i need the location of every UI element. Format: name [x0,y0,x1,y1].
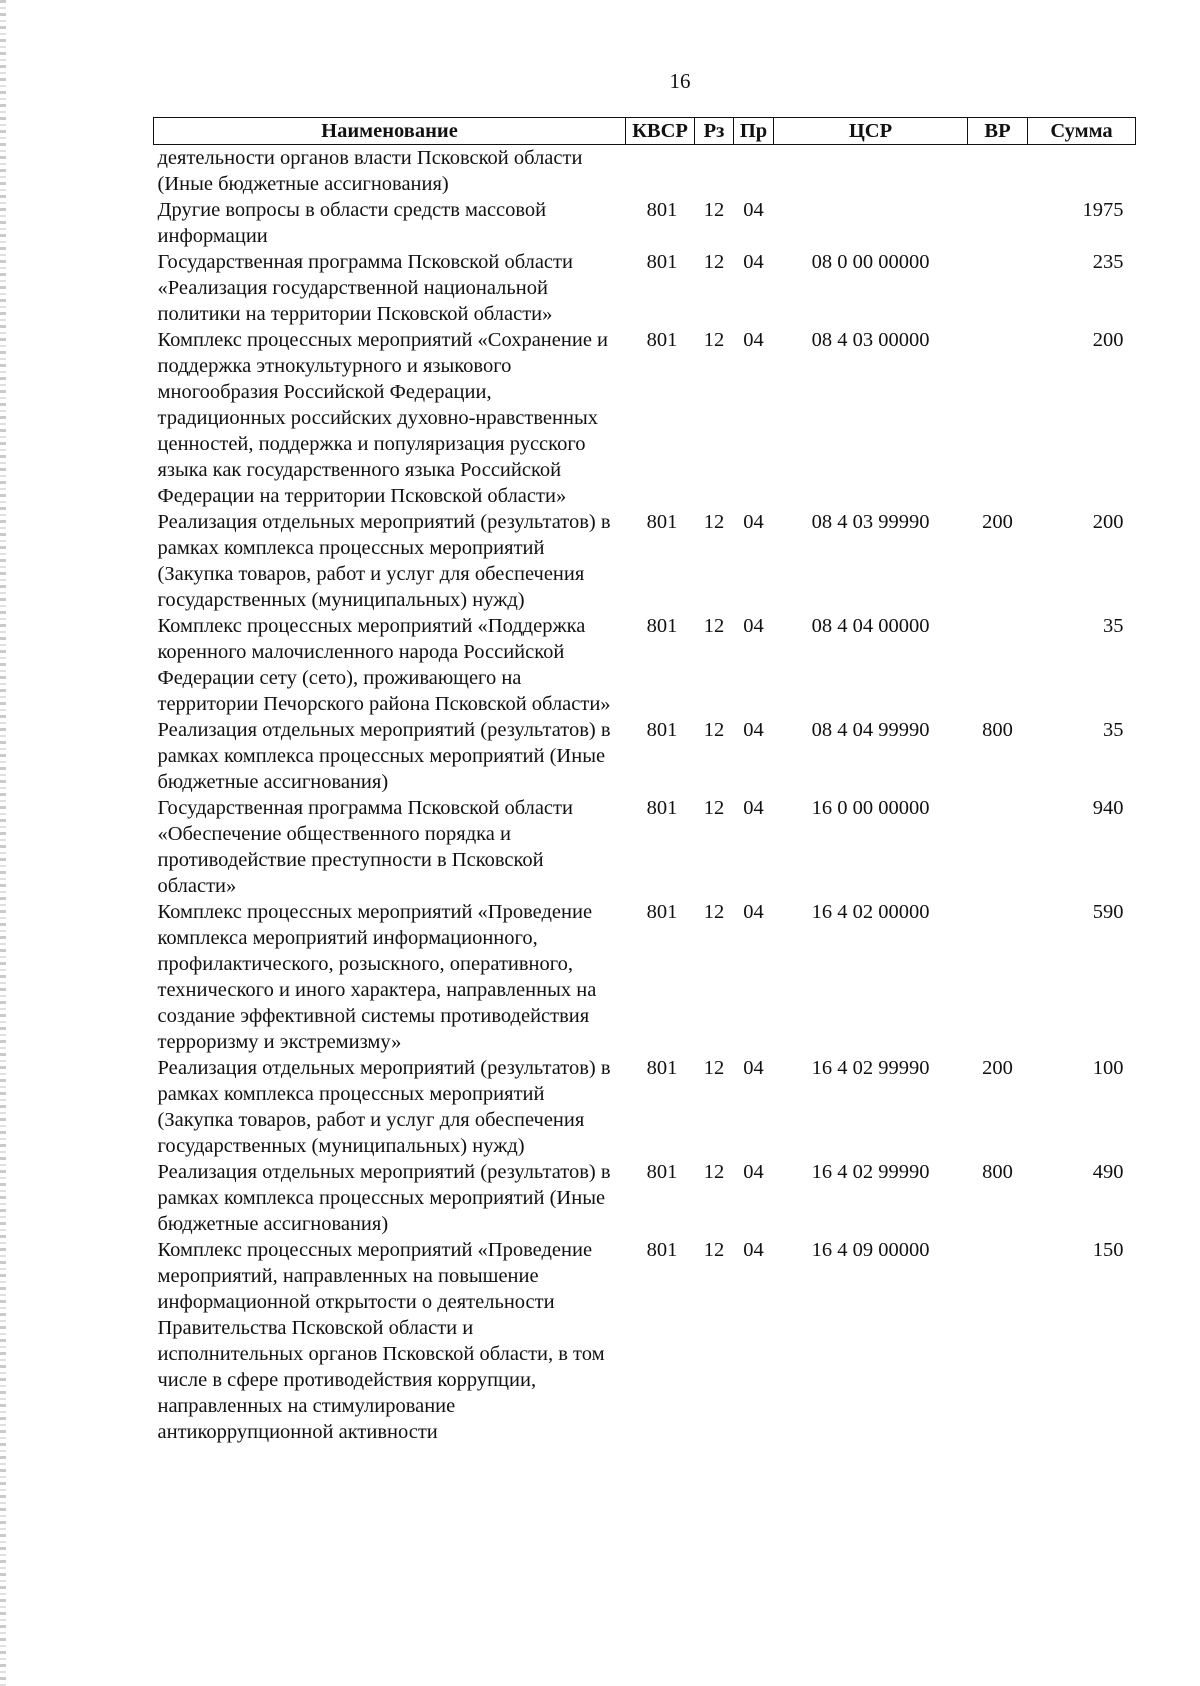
row-sum: 200 [1092,329,1124,351]
header-rz: Рз [695,118,734,145]
table-row [154,197,1136,249]
row-name: Комплекс процессных мероприятий «Проведение мероприятий, направленных на повышение информационной открытости о деятельности Правительства Псковской области и исполнительных органов Псковской области, в том числе в сфере противодействия коррупции, направленных на стимулирование антикоррупционной активности [157,1239,605,1443]
row-rz: 12 [703,1239,725,1261]
header-vr: ВР [968,118,1028,145]
row-name: Государственная программа Псковской области «Реализация государственной национальной политики на территории Псковской области» [157,251,573,325]
row-pr [734,145,774,198]
row-sum: 35 [1103,719,1124,741]
row-pr: 04 [743,797,764,819]
row-rz: 12 [703,1161,725,1183]
row-csr: 08 4 04 00000 [811,615,930,637]
row-name: Комплекс процессных мероприятий «Сохранение и поддержка этнокультурного и языкового многообразия Российской Федерации, традиционных российских духовно-нравственных ценностей, поддержка и популяризация русского языка как государственного языка Российской Федерации на территории Псковской области» [157,329,609,507]
header-kvsr: КВСР [626,118,695,145]
row-pr: 04 [743,1057,764,1079]
row-rz: 12 [703,615,725,637]
scan-edge [0,0,6,1686]
row-name: Другие вопросы в области средств массовой информации [157,199,547,247]
row-name: Реализация отдельных мероприятий (результатов) в рамках комплекса процессных мероприятий (Иные бюджетные ассигнования) [157,719,611,793]
table-body [154,145,1136,1446]
row-csr: 08 4 03 00000 [811,329,930,351]
row-kvsr: 801 [646,901,678,923]
row-rz: 12 [703,719,725,741]
table-row [154,327,1136,509]
budget-table [153,117,1136,1445]
row-kvsr: 801 [646,199,678,221]
row-kvsr: 801 [646,329,678,351]
row-sum: 200 [1092,511,1124,533]
table-row [154,1159,1136,1237]
row-pr: 04 [743,1161,764,1183]
row-csr: 08 0 00 00000 [811,251,930,273]
row-csr: 16 4 02 00000 [811,901,930,923]
header-sum: Сумма [1028,118,1136,145]
row-name: Реализация отдельных мероприятий (результатов) в рамках комплекса процессных мероприятий (Закупка товаров, работ и услуг для обеспечения государственных (муниципальных) нужд) [157,1057,611,1157]
row-kvsr [626,145,695,198]
row-rz: 12 [703,901,725,923]
row-kvsr: 801 [646,615,678,637]
row-rz: 12 [703,1057,725,1079]
row-name: Комплекс процессных мероприятий «Проведение комплекса мероприятий информационного, профилактического, розыскного, оперативного, технического и иного характера, направленных на создание эффективной системы противодействия терроризму и экстремизму» [157,901,597,1053]
row-pr: 04 [743,615,764,637]
row-csr: 16 4 09 00000 [811,1239,930,1261]
row-kvsr: 801 [646,797,678,819]
row-sum: 100 [1092,1057,1124,1079]
row-sum: 35 [1103,615,1124,637]
row-vr [968,613,1028,717]
row-csr: 08 4 04 99990 [811,719,930,741]
row-rz: 12 [703,199,725,221]
row-csr: 16 4 02 99990 [811,1161,930,1183]
row-vr: 800 [982,1161,1013,1183]
row-sum: 490 [1092,1161,1124,1183]
row-kvsr: 801 [646,1161,678,1183]
row-vr [968,795,1028,899]
row-vr [968,1237,1028,1445]
table-row [154,1237,1136,1445]
row-name: Реализация отдельных мероприятий (результатов) в рамках комплекса процессных мероприятий (Закупка товаров, работ и услуг для обеспечения государственных (муниципальных) нужд) [157,511,611,611]
table-header [154,118,1136,145]
row-kvsr: 801 [646,1057,678,1079]
row-rz: 12 [703,329,725,351]
header-pr: Пр [734,118,774,145]
row-csr [774,145,968,198]
row-pr: 04 [743,511,764,533]
table-row [154,509,1136,613]
row-kvsr: 801 [646,511,678,533]
row-kvsr: 801 [646,1239,678,1261]
row-csr: 16 0 00 00000 [811,797,930,819]
row-name: Реализация отдельных мероприятий (результатов) в рамках комплекса процессных мероприятий (Иные бюджетные ассигнования) [157,1161,611,1235]
row-vr [968,899,1028,1055]
row-csr: 08 4 03 99990 [811,511,930,533]
table-row [154,795,1136,899]
header-row [154,118,1136,145]
row-pr: 04 [743,901,764,923]
row-rz: 12 [703,511,725,533]
row-vr: 800 [982,719,1013,741]
row-vr: 200 [982,1057,1013,1079]
row-sum: 150 [1092,1239,1124,1261]
row-vr [968,327,1028,509]
row-kvsr: 801 [646,719,678,741]
row-rz: 12 [703,251,725,273]
row-sum [1028,145,1136,198]
table-row [154,899,1136,1055]
header-csr: ЦСР [774,118,968,145]
table-row [154,613,1136,717]
row-name: деятельности органов власти Псковской области (Иные бюджетные ассигнования) [157,147,583,195]
table-row [154,249,1136,327]
row-kvsr: 801 [646,251,678,273]
row-sum: 940 [1092,797,1124,819]
table-row [154,1055,1136,1159]
row-csr [774,197,968,249]
row-rz [695,145,734,198]
row-pr: 04 [743,719,764,741]
row-sum: 1975 [1082,199,1124,221]
row-sum: 590 [1092,901,1124,923]
row-pr: 04 [743,251,764,273]
row-pr: 04 [743,1239,764,1261]
row-csr: 16 4 02 99990 [811,1057,930,1079]
table-row [154,717,1136,795]
row-name: Комплекс процессных мероприятий «Поддержка коренного малочисленного народа Российской Федерации сету (сето), проживающего на территории Печорского района Псковской области» [157,615,611,715]
header-name: Наименование [154,118,626,145]
row-vr [968,145,1028,198]
table-row [154,145,1136,198]
row-vr [968,197,1028,249]
row-vr [968,249,1028,327]
row-sum: 235 [1092,251,1124,273]
row-rz: 12 [703,797,725,819]
row-name: Государственная программа Псковской области «Обеспечение общественного порядка и противодействие преступности в Псковской области» [157,797,573,897]
row-pr: 04 [743,199,764,221]
row-pr: 04 [743,329,764,351]
row-vr: 200 [982,511,1013,533]
page-number: 16 [669,69,691,93]
